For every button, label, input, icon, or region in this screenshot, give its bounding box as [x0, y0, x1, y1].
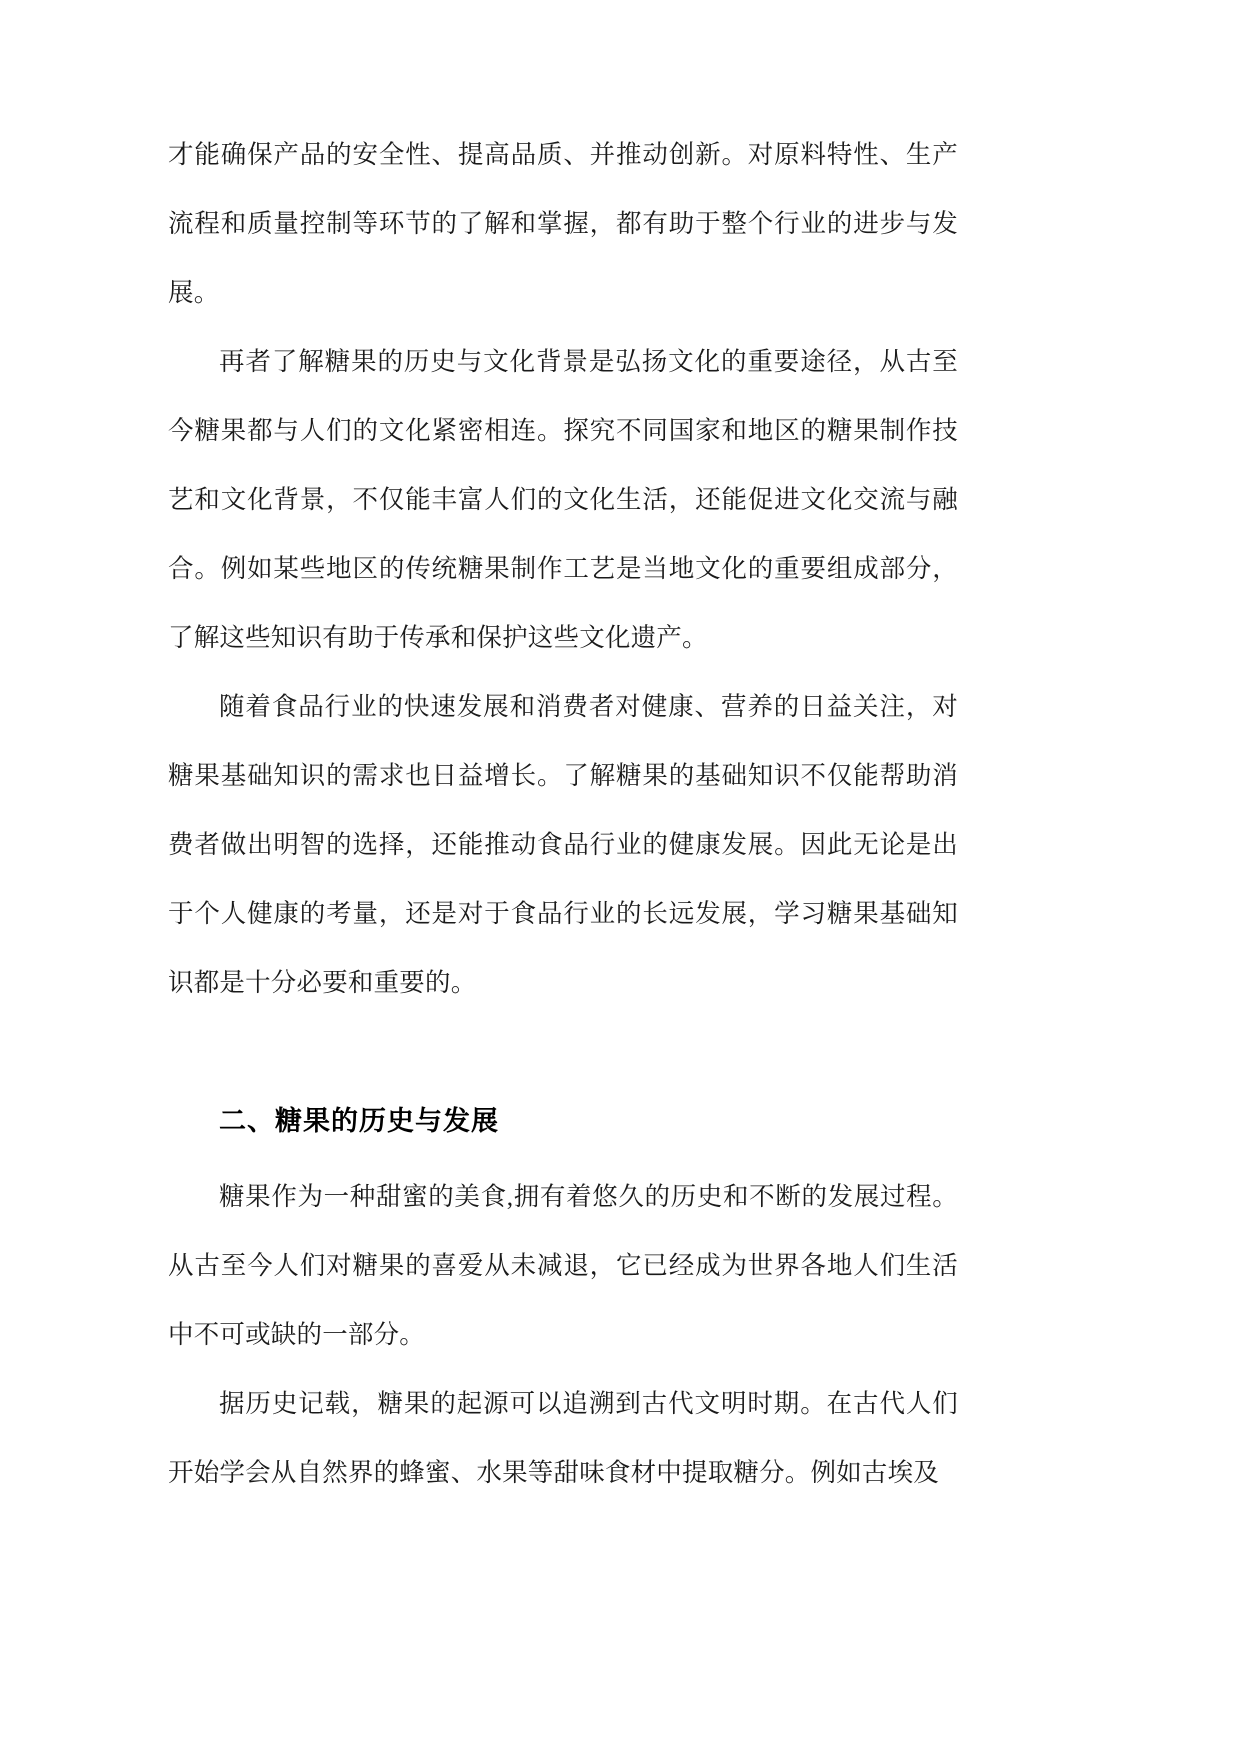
paragraph-sweet-food: 糖果作为一种甜蜜的美食,拥有着悠久的历史和不断的发展过程。从古至今人们对糖果的喜爱从未减退，它已经成为世界各地人们生活中不可或缺的一部分。: [168, 1182, 958, 1349]
section-spacer: [168, 1017, 958, 1047]
paragraph-origin: 据历史记载，糖果的起源可以追溯到古代文明时期。在古代人们开始学会从自然界的蜂蜜、水果等甜味食材中提取糖分。例如古埃及: [168, 1389, 958, 1487]
page-content: [168, 120, 958, 1507]
paragraph-culture: 再者了解糖果的历史与文化背景是弘扬文化的重要途径，从古至今糖果都与人们的文化紧密相连。探究不同国家和地区的糖果制作技艺和文化背景，不仅能丰富人们的文化生活，还能促进文化交流与融合。例如某些地区的传统糖果制作工艺是当地文化的重要组成部分，了解这些知识有助于传承和保护这些文化遗产。: [168, 347, 958, 652]
paragraph-continuation: 才能确保产品的安全性、提高品质、并推动创新。对原料特性、生产流程和质量控制等环节的了解和掌握，都有助于整个行业的进步与发展。: [168, 140, 958, 307]
paragraph-industry-growth: 随着食品行业的快速发展和消费者对健康、营养的日益关注，对糖果基础知识的需求也日益增长。了解糖果的基础知识不仅能帮助消费者做出明智的选择，还能推动食品行业的健康发展。因此无论是出于个人健康的考量，还是对于食品行业的长远发展，学习糖果基础知识都是十分必要和重要的。: [168, 692, 958, 997]
section-heading-history: 二、糖果的历史与发展: [219, 1106, 499, 1136]
